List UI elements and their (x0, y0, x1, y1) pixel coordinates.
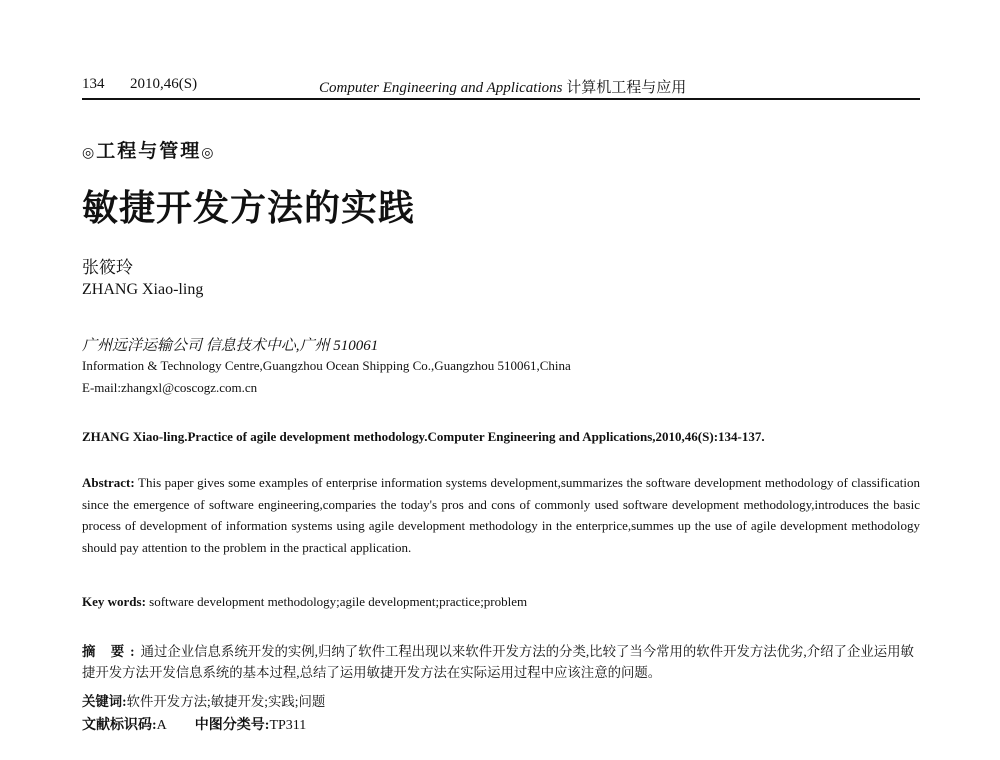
header-rule (82, 98, 920, 100)
keywords-en-text: software development methodology;agile development;practice;problem (149, 594, 528, 609)
author-email: E-mail:zhangxl@coscogz.com.cn (82, 380, 258, 395)
paper-title: 敏捷开发方法的实践 (82, 188, 416, 228)
page-number: 134 (82, 76, 105, 92)
keywords-cn (82, 691, 325, 710)
classification-codes (82, 714, 306, 734)
abstract-cn-text: 通过企业信息系统开发的实例,归纳了软件工程出现以来软件开发方法的分类,比较了当今常用的软件开发方法优劣,介绍了企业运用敏捷开发方法开发信息系统的基本过程,总结了运用敏捷开发方法在实际运用过程中应该注意的问题。 (82, 644, 914, 680)
abstract-cn (82, 641, 920, 683)
abstract-en-text: This paper gives some examples of enterprise information systems development,summarizes the software development methodology of classification since the emergence of software engineering,comparies the today's pros and cons of commonly used software development methodology,introduces the basic process of development of information systems using agile development methodology in the enterprice,summes up the use of agile development methodology should pay attention to the problem in the practical application. (82, 475, 920, 555)
affiliation-cn: 广州远洋运输公司 信息技术中心,广州 510061 (82, 338, 379, 354)
affiliation-en: Information & Technology Centre,Guangzhou Ocean Shipping Co.,Guangzhou 510061,China (82, 358, 571, 373)
doc-code-label: 文献标识码: (82, 718, 157, 733)
column-name: 工程与管理 (96, 141, 202, 162)
abstract-cn-label: 摘 要: (82, 644, 141, 659)
keywords-cn-text: 软件开发方法;敏捷开发;实践;问题 (126, 694, 326, 709)
keywords-cn-label: 关键词: (82, 694, 127, 709)
author-name-cn: 张筱玲 (82, 258, 133, 277)
abstract-en (82, 472, 920, 558)
column-marker-left: ◎ (82, 146, 97, 161)
keywords-en-label: Key words: (82, 594, 146, 609)
doc-code-value: A (156, 718, 167, 733)
keywords-en (82, 594, 920, 610)
column-heading (82, 136, 215, 163)
clc-code-label: 中图分类号: (194, 718, 270, 733)
citation: ZHANG Xiao-ling.Practice of agile development methodology.Computer Engineering and Applications,2010,46(S):134-137. (82, 429, 765, 444)
journal-name (319, 76, 686, 97)
volume-issue: 2010,46(S) (130, 76, 198, 92)
abstract-en-label: Abstract: (82, 475, 135, 490)
clc-code-value: TP311 (269, 718, 307, 733)
author-name-en: ZHANG Xiao-ling (82, 281, 204, 298)
column-marker-right: ◎ (201, 146, 216, 161)
journal-name-cn: 计算机工程与应用 (566, 80, 687, 96)
journal-name-en: Computer Engineering and Applications (319, 80, 563, 96)
running-header (82, 72, 920, 96)
